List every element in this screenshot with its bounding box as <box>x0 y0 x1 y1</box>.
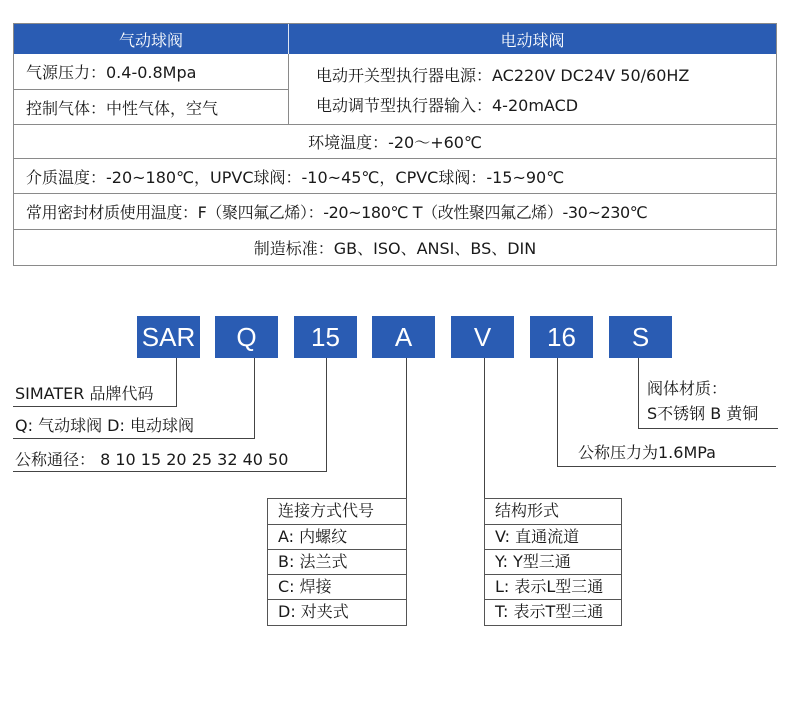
structure-type-table <box>484 498 622 626</box>
leader-line <box>557 466 776 467</box>
divider <box>288 54 289 124</box>
body-material-value: S不锈钢 B 黄铜 <box>647 404 759 423</box>
leader-line <box>326 358 327 471</box>
air-pressure-cell: 气源压力：0.4-0.8Mpa <box>26 63 197 82</box>
code-box-pressure: 16 <box>530 316 593 358</box>
nominal-size-label: 公称通径： 8 10 15 20 25 32 40 50 <box>15 450 289 469</box>
leader-line <box>638 428 778 429</box>
leader-line <box>484 358 485 498</box>
structure-option: V: 直通流道 <box>485 524 621 548</box>
connection-option: A: 内螺纹 <box>268 524 406 548</box>
leader-line <box>13 406 177 407</box>
structure-option: T: 表示T型三通 <box>485 599 621 623</box>
standards-cell: 制造标准：GB、ISO、ANSI、BS、DIN <box>253 239 537 258</box>
leader-line <box>638 358 639 428</box>
ambient-temp-cell: 环境温度：-20～+60℃ <box>308 133 482 152</box>
spec-table <box>13 23 777 266</box>
connection-type-table <box>267 498 407 626</box>
code-box-structure: V <box>451 316 514 358</box>
actuator-input-cell: 电动调节型执行器输入：4-20mACD <box>316 95 579 115</box>
structure-title: 结构形式 <box>495 501 560 520</box>
header-pneumatic-ball-valve: 气动球阀 <box>14 24 288 54</box>
structure-option: L: 表示L型三通 <box>485 574 621 598</box>
leader-line <box>557 358 558 466</box>
drive-type-label: Q: 气动球阀 D: 电动球阀 <box>15 416 194 435</box>
code-box-drive: Q <box>215 316 278 358</box>
leader-line <box>13 438 255 439</box>
brand-code-label: SIMATER 品牌代码 <box>15 384 154 403</box>
leader-line <box>406 358 407 498</box>
connection-option: C: 焊接 <box>268 574 406 598</box>
body-material-title: 阀体材质： <box>647 379 728 398</box>
leader-line <box>254 358 255 438</box>
code-box-size: 15 <box>294 316 357 358</box>
seal-temp-cell: 常用密封材质使用温度：F（聚四氟乙烯）：-20~180℃ T（改性聚四氟乙烯）-30~230℃ <box>26 203 648 222</box>
code-box-connection: A <box>372 316 435 358</box>
leader-line <box>176 358 177 406</box>
leader-line <box>13 471 327 472</box>
code-box-material: S <box>609 316 672 358</box>
header-electric-ball-valve: 电动球阀 <box>288 24 776 54</box>
code-box-brand: SAR <box>137 316 200 358</box>
connection-title: 连接方式代号 <box>278 501 375 520</box>
nominal-pressure-label: 公称压力为1.6MPa <box>578 443 716 462</box>
structure-option: Y: Y型三通 <box>485 549 621 573</box>
connection-option: B: 法兰式 <box>268 549 406 573</box>
connection-option: D: 对夹式 <box>268 599 406 623</box>
control-gas-cell: 控制气体：中性气体，空气 <box>26 98 219 118</box>
actuator-power-cell: 电动开关型执行器电源：AC220V DC24V 50/60HZ <box>316 65 690 85</box>
medium-temp-cell: 介质温度：-20~180℃，UPVC球阀：-10~45℃，CPVC球阀：-15~90℃ <box>26 167 565 187</box>
